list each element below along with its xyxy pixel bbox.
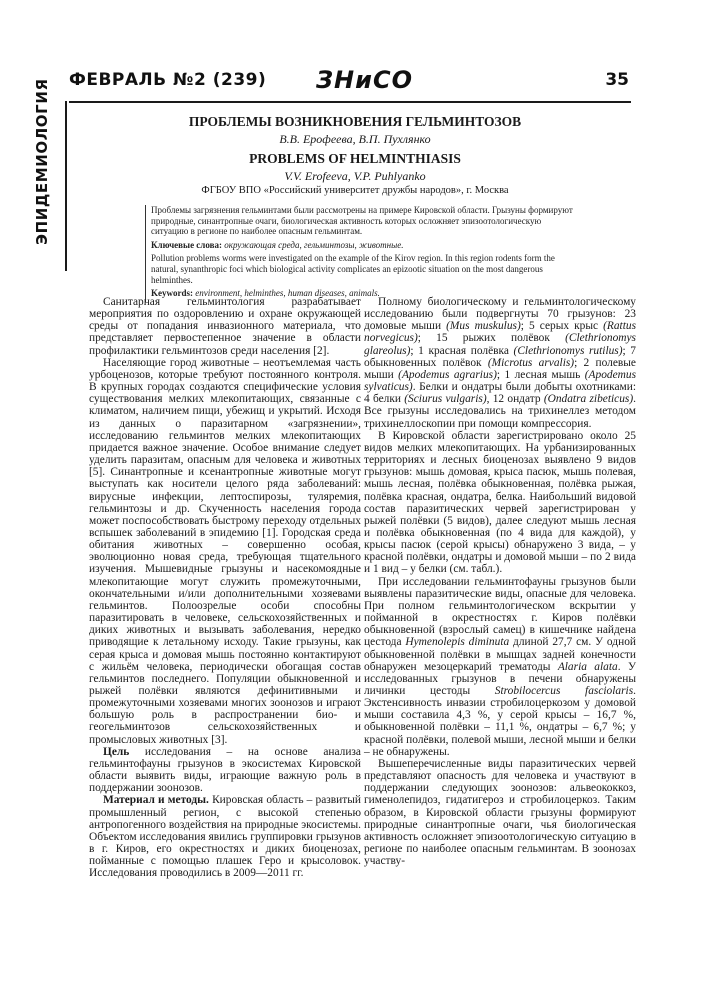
abstract-ru: Проблемы загрязнения гельминтами были рассмотрены на примере Кировской области. Грызуны формируют природные, синантропные очаги, биологическая активность которых осложняет эпизоотологическую ситуацию в регионе по наиболее опасным гельминтам. [151, 205, 573, 237]
page-header [69, 66, 629, 100]
body-left-column [89, 296, 361, 880]
text-run: ; 2 полевые мыши [364, 356, 636, 381]
text-run: . У исследованных грызунов в печени обнаружены личинки цестоды [364, 660, 637, 697]
species-name: (Microtus arvalis) [487, 356, 575, 369]
paragraph: Вышеперечисленные виды паразитических червей представляют опасность для человека и участвуют в поддержании следующих зоонозов: альвеококкоз, гименолепидоз, гидатигероз и стробилоцеркоз. Таким образом, в Кировской области грызуны формируют природные синантропные очаги, чья биологическая активность осложняет эпизоотологическую ситуацию в регионе по наиболее опасным гельминтам. В зоонозах участву- [364, 757, 636, 868]
species-name: (Apodemus agrarius) [398, 368, 497, 381]
authors-ru: В.В. Ерофеева, В.П. Пухлянко [279, 132, 431, 146]
abstract [145, 205, 576, 302]
paragraph-methods [89, 794, 361, 879]
text-run: . Все грызуны исследовались на трихинеллез методом трихинеллоскопии при помощи компрессория. [364, 393, 637, 430]
text-run: Полному биологическому и гельминтологическому исследованию были подвергнуты 70 грызунов: 23 домовые мыши [364, 296, 636, 333]
journal-logo: ЗНиСО [316, 66, 413, 94]
paragraph: В Кировской области зарегистрировано около 25 видов мелких млекопитающих. На урбанизированных территориях и лесных биоценозах выявлено 9 видов грызунов: мышь домовая, крыса пасюк, мышь полевая, мышь лесная, полёвка обыкновенная, полёвка рыжая, полёвка красная, ондатра, белка. Наибольший видовой состав паразитических червей зарегистрирован у рыжей полёвки (5 видов), далее следуют мышь лесная и полёвка обыкновенная (по 4 вида для каждой), у крысы пасюк (серой крысы) обнаружено 3 вида, – у красной полёвки, ондатры и домовой мыши – по 2 вида и 1 вид – у белки (см. табл.). [364, 429, 636, 576]
species-name: (Clethrionomys glareolus) [364, 332, 636, 357]
affiliation: ФГБОУ ВПО «Российский университет дружбы народов», г. Москва [201, 185, 509, 196]
article-title-en: PROBLEMS OF HELMINTHIASIS [249, 151, 461, 166]
keywords-en-text: environment, helminthes, human diseases, animals. [195, 288, 380, 299]
body-right-column [364, 296, 636, 867]
text-run: При исследовании гельминтофауны грызунов были выявлены паразитические виды, опасные для человека. При полном гельминтологическом вскрытии у пойманной в окрестностях г. Киров полёвки обыкновенной (взрослый самец) в кишечнике найдена цестода [364, 575, 636, 649]
text-run: . Экстенсивность инвазии стробилоцеркозом у домовой мыши составила 4,3 %, у серой крысы – 16,7 %, обыкновенной полёвки – 11,1 %, ондатры – 6,7 %; у красной полёвки, полевой мыши, лесной мыши и белки – не обнаружены. [364, 685, 636, 758]
text-run: ; 1 красная полёвка [410, 344, 514, 357]
abstract-en: Pollution problems worms were investigated on the example of the Kirov region. In this region rodents form the natural, synanthropic foci which biological activity complicates an epizootic situation on the most dangerous helminthes. [151, 253, 555, 285]
text-run: ; 5 серых крыс [520, 320, 604, 333]
species-name: Alaria alata [557, 660, 618, 673]
text-run: ; 15 рыжих полёвок [417, 332, 566, 345]
paragraph-findings [364, 576, 636, 758]
species-name: Strobilocercus fasciolaris [494, 685, 634, 697]
text-run: ; 1 лесная мышь [496, 368, 585, 381]
species-name: (Mus muskulus) [446, 320, 521, 333]
page-number: 35 [605, 70, 629, 90]
text-run: , 12 ондатр [486, 393, 544, 406]
paragraph: Населяющие город животные – неотъемлемая часть урбоценозов, которые требуют постоянного контроля. В крупных городах создаются специфические условия существования мелких млекопитающих, связанные с климатом, наличием пищи, убежищ и укрытий. Исходя из данных о паразитарном «загрязнении», исследованию гельминтов мелких млекопитающих придается важное значение. Особое внимание следует уделить паразитам, опасным для человека и животных [5]. Синантропные и ксенантропные животные могут выступать как носители целого ряда заболеваний: вирусные инфекции, лептоспирозы, туляремия, гельминтозы и др. Скученность населения города может поспособствовать быстрому переходу отдельных вспышек заболеваний в эпидемию [1]. Городская среда обитания животных – совершенно особая, эволюционно новая среда, требующая тщательного изучения. Мышевидные грызуны и насекомоядные млекопитающие могут служить промежуточными, окончательными и/или дополнительными хозяевами гельминтов. Полоозрелые особи способны паразитировать в человеке, сельскохозяйственных и диких животных и вызывать заболевания, нередко приводящие к летальному исходу. Такие грызуны, как серая крыса и домовая мышь постоянно контактируют с жильём человека, периодически обогащая состав гельминтов последнего. Популяции обыкновенной и рыжей полёвки являются дефинитивными и промежуточными хозяевами многих зоонозов и играют большую роль в распространении био- и геогельминтозов сельскохозяйственных и промысловых животных [3]. [89, 356, 361, 746]
goal-text: исследования – на основе анализа гельминтофауны грызунов в экосистемах Кировской области выявить виды, играющие важную роль в поддержании зоонозов. [89, 745, 361, 795]
text-run: длиной 27,7 см. У одной обыкновенной полёвки в мышцах задней конечности обнаружен мезоцеркарий трематоды [364, 636, 636, 673]
section-side-rule [65, 101, 67, 271]
keywords-ru-label: Ключевые слова: [151, 239, 222, 250]
paragraph-specimens [364, 296, 636, 430]
goal-label: Цель [103, 745, 130, 758]
keywords-en-label: Keywords: [151, 288, 193, 299]
issue-label: ФЕВРАЛЬ №2 (239) [69, 70, 267, 90]
authors-en: V.V. Erofeeva, V.P. Puhlyanko [284, 169, 426, 183]
species-name: (Ondatra zibeticus) [543, 393, 634, 406]
keywords-ru-text: окружающая среда, гельминтозы, животные. [224, 239, 404, 250]
paragraph: Санитарная гельминтология разрабатывает мероприятия по оздоровлению и охране окружающей среды от попадания инвазионного материала, что представляет первостепенное значение в области профилактики гельминтозов среди населения [2]. [89, 296, 361, 357]
methods-text: Кировская область – развитый промышленный регион, с высокой степенью антропогенного воздействия на природные экосистемы. Объектом исследования явились группировки грызунов в г. Киров, его окрестностях и диких биоценозах, пойманные с помощью плашек Геро и крысоловок. Исследования проводились в 2009—2011 гг. [89, 794, 361, 880]
keywords-ru [151, 240, 576, 251]
paragraph-goal [89, 746, 361, 795]
section-label: ЭПИДЕМИОЛОГИЯ [33, 78, 51, 245]
species-name: (Sciurus vulgaris) [404, 393, 487, 406]
species-name: (Rattus norvegicus) [364, 320, 637, 345]
article-title-ru: ПРОБЛЕМЫ ВОЗНИКНОВЕНИЯ ГЕЛЬМИНТОЗОВ [188, 114, 522, 129]
header-rule [69, 101, 631, 103]
species-name: (Apodemus sylvaticus) [364, 368, 636, 394]
species-name: Hymenolepis diminuta [405, 636, 510, 649]
methods-label: Материал и методы. [103, 794, 209, 807]
species-name: (Clethrionomys rutilus) [513, 344, 623, 357]
text-run: . Белки и ондатры были добыты охотниками: 4 белки [364, 381, 636, 406]
text-run: ; 7 обыкновенных полёвок [364, 344, 636, 369]
